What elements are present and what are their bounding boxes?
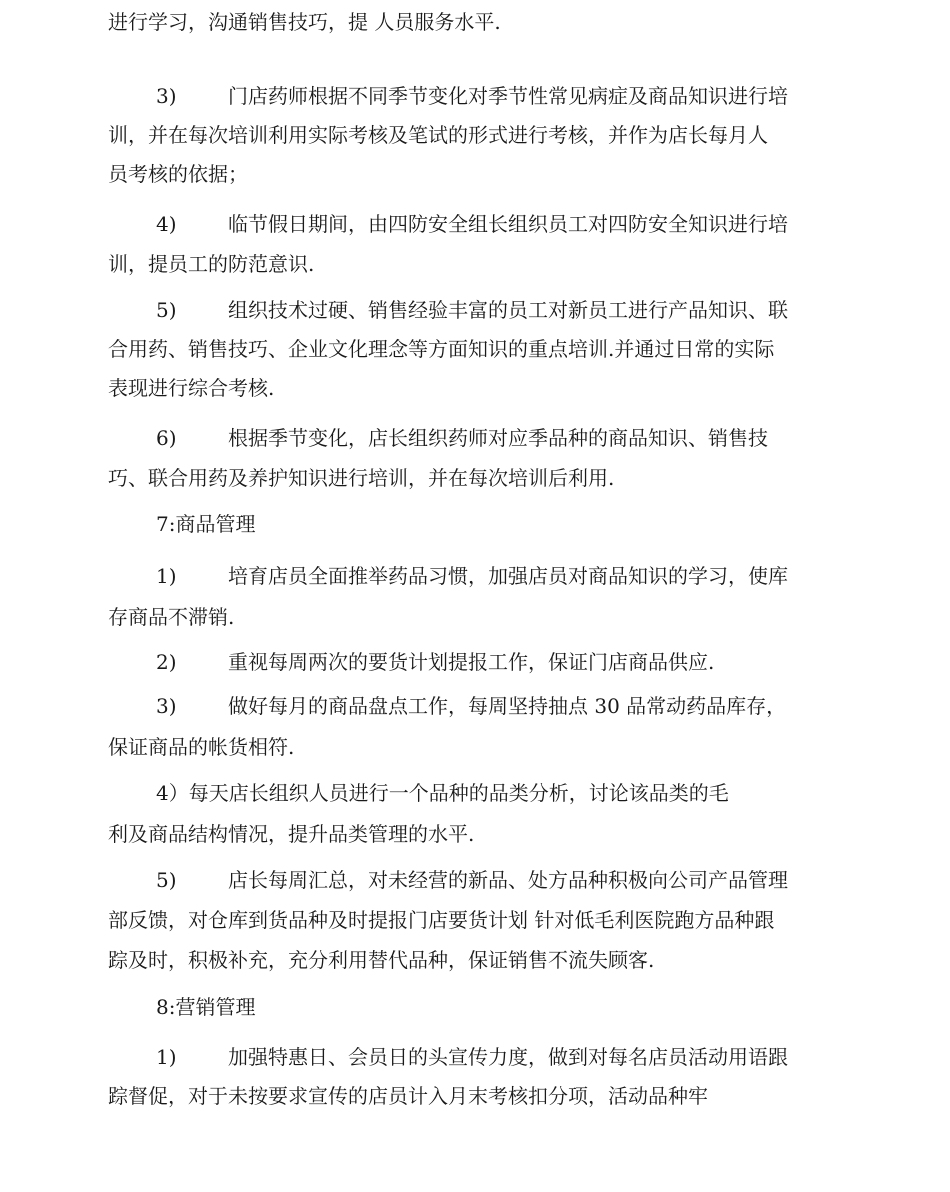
list-item: 1) 加强特惠日、会员日的头宣传力度，做到对每名店员活动用语跟	[156, 1045, 788, 1069]
text-line: 表现进行综合考核.	[108, 376, 275, 400]
list-item: 5) 店长每周汇总，对未经营的新品、处方品种积极向公司产品管理	[156, 868, 788, 892]
list-item: 2) 重视每周两次的要货计划提报工作，保证门店商品供应.	[156, 650, 715, 674]
item-number: 4)	[156, 212, 177, 236]
item-number: 3)	[156, 694, 177, 718]
item-number: 3)	[156, 84, 177, 108]
item-number: 1)	[156, 1045, 177, 1069]
list-item: 5) 组织技术过硬、销售经验丰富的员工对新员工进行产品知识、联	[156, 298, 788, 322]
text-line: 合用药、销售技巧、企业文化理念等方面知识的重点培训.并通过日常的实际	[108, 337, 775, 361]
text-line: 巧、联合用药及养护知识进行培训，并在每次培训后利用.	[108, 466, 615, 490]
section-heading: 8:营销管理	[156, 995, 256, 1019]
item-number: 1)	[156, 564, 177, 588]
list-item: 6) 根据季节变化，店长组织药师对应季品种的商品知识、销售技	[156, 426, 768, 450]
text-line: 训，提员工的防范意识.	[108, 252, 315, 276]
item-number: 2)	[156, 650, 177, 674]
text-line: 保证商品的帐货相符.	[108, 735, 295, 759]
section-heading: 7:商品管理	[156, 512, 256, 536]
list-item: 3) 做好每月的商品盘点工作，每周坚持抽点 30 品常动药品库存，	[156, 694, 787, 718]
text-line: 踪督促，对于未按要求宣传的店员计入月末考核扣分项，活动品种牢	[108, 1084, 708, 1108]
text-line: 踪及时，积极补充，充分利用替代品种，保证销售不流失顾客.	[108, 948, 655, 972]
text-line: 进行学习，沟通销售技巧，提 人员服务水平.	[108, 10, 501, 34]
item-number: 5)	[156, 868, 177, 892]
list-item: 1) 培育店员全面推举药品习惯，加强店员对商品知识的学习，使库	[156, 564, 788, 588]
text-line: 存商品不滞销.	[108, 605, 235, 629]
text-line: 训，并在每次培训利用实际考核及笔试的形式进行考核，并作为店长每月人	[108, 123, 768, 147]
text-line: 利及商品结构情况，提升品类管理的水平.	[108, 822, 475, 846]
item-number: 5)	[156, 298, 177, 322]
list-item: 3) 门店药师根据不同季节变化对季节性常见病症及商品知识进行培	[156, 84, 788, 108]
item-number: 6)	[156, 426, 177, 450]
text-line: 部反馈，对仓库到货品种及时提报门店要货计划 针对低毛利医院跑方品种跟	[108, 908, 775, 932]
list-item: 4）每天店长组织人员进行一个品种的品类分析，讨论该品类的毛	[156, 781, 729, 805]
text-line: 员考核的依据；	[108, 162, 248, 186]
list-item: 4) 临节假日期间，由四防安全组长组织员工对四防安全知识进行培	[156, 212, 788, 236]
